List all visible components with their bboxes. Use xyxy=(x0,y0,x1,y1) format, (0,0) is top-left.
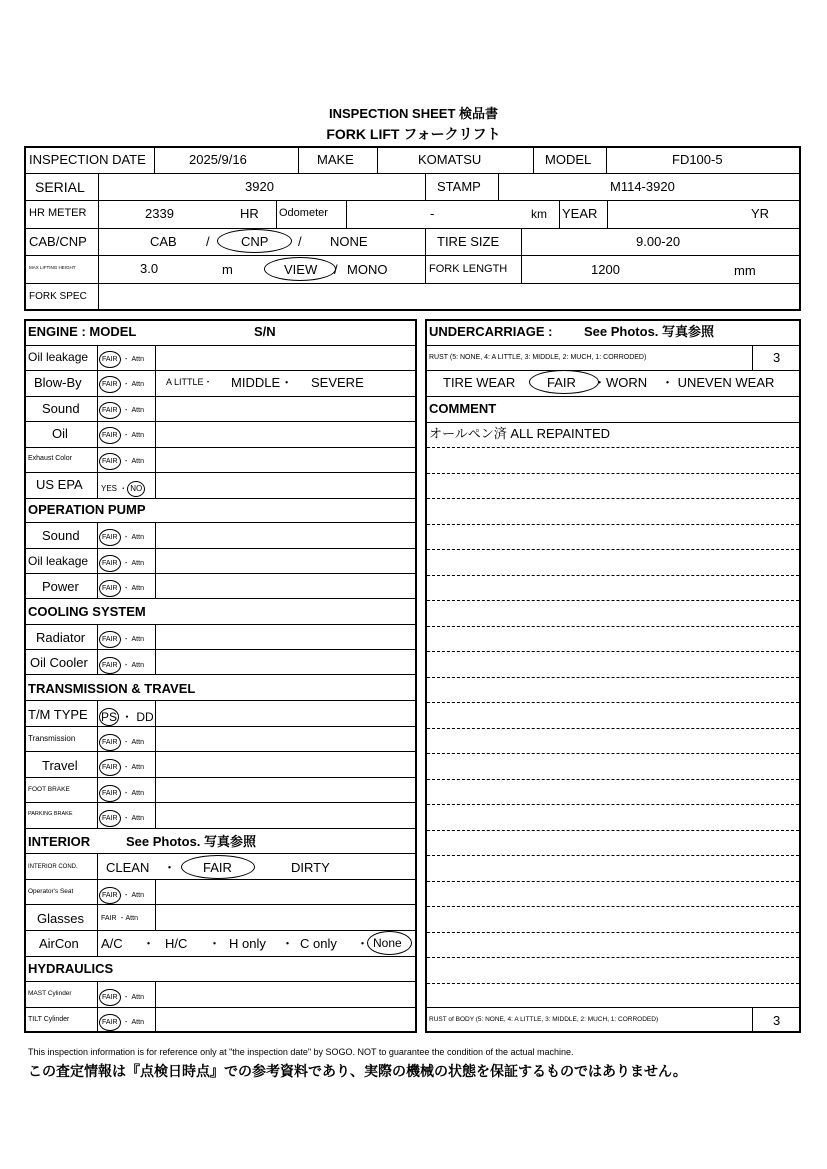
aircon-hc: H/C xyxy=(165,936,188,951)
pump-oil-leakage-label: Oil leakage xyxy=(28,554,89,568)
interior-dirty: DIRTY xyxy=(291,860,330,875)
oil-cooler-label: Oil Cooler xyxy=(30,655,88,670)
fair-attn-option: FAIR ・ Attn xyxy=(99,1014,144,1031)
tilt-cylinder-label: TILT Cylinder xyxy=(28,1016,70,1023)
dot: ・ xyxy=(208,936,222,951)
sound-label: Sound xyxy=(42,401,80,416)
tm-type-label: T/M TYPE xyxy=(28,707,88,722)
us-epa-label: US EPA xyxy=(36,477,83,492)
fair-attn-option: FAIR ・ Attn xyxy=(99,657,144,674)
interior-see-photos: See Photos. 写真参照 xyxy=(126,834,257,849)
fair-attn-option: FAIR ・ Attn xyxy=(99,376,144,393)
year-unit: YR xyxy=(751,206,770,221)
fair-attn-option: FAIR ・ Attn xyxy=(99,427,144,444)
mast-cylinder-label: MAST Cylinder xyxy=(28,990,72,997)
none-option: NONE xyxy=(330,234,368,249)
blow-by-a-little: A LITTLE・ xyxy=(166,377,213,387)
aircon-ac: A/C xyxy=(101,936,123,951)
cooling-system-heading: COOLING SYSTEM xyxy=(28,604,146,619)
oil-label: Oil xyxy=(52,426,68,441)
sheet-subtitle: FORK LIFT フォークリフト xyxy=(326,126,501,142)
m-unit: m xyxy=(222,262,233,277)
foot-brake-label: FOOT BRAKE xyxy=(28,786,70,793)
sn-label: S/N xyxy=(254,324,276,339)
fair-attn-option: FAIR ・ Attn xyxy=(99,580,144,597)
view-option: VIEW xyxy=(284,262,318,277)
tire-wear-fair: FAIR xyxy=(547,375,576,390)
tire-wear-worn: ・WORN xyxy=(593,375,648,390)
fork-length-label: FORK LENGTH xyxy=(429,263,508,275)
interior-heading: INTERIOR xyxy=(28,834,91,849)
exhaust-color-label: Exhaust Color xyxy=(28,455,72,462)
pump-sound-label: Sound xyxy=(42,528,80,543)
dot: ・ xyxy=(163,860,177,875)
glasses-fair-attn: FAIR ・Attn xyxy=(101,915,138,922)
serial-label: SERIAL xyxy=(35,179,85,195)
fair-attn-option: FAIR ・ Attn xyxy=(99,351,144,368)
slash: / xyxy=(298,234,302,249)
fair-attn-option: FAIR ・ Attn xyxy=(99,402,144,419)
fair-attn-option: FAIR ・ Attn xyxy=(99,785,144,802)
slash: / xyxy=(206,234,210,249)
aircon-label: AirCon xyxy=(39,936,79,951)
interior-fair: FAIR xyxy=(203,860,232,875)
fair-attn-option: FAIR ・ Attn xyxy=(99,887,144,904)
disclaimer-ja: この査定情報は『点検日時点』での参考資料であり、実際の機械の状態を保証するものではありません。 xyxy=(28,1063,687,1079)
power-label: Power xyxy=(42,579,79,594)
rust-of-body-label: RUST of BODY (5: NONE, 4: A LITTLE, 3: MIDDLE, 2: MUCH, 1: CORRODED) xyxy=(429,1016,659,1023)
operator-seat-label: Operator's Seat xyxy=(28,888,74,895)
year-label: YEAR xyxy=(562,206,598,221)
odometer-value: - xyxy=(430,206,435,221)
sheet-title: INSPECTION SHEET 検品書 xyxy=(328,106,499,121)
slash: / xyxy=(334,262,338,277)
max-lift-value: 3.0 xyxy=(140,261,159,276)
fair-attn-option: FAIR ・ Attn xyxy=(99,631,144,648)
fair-attn-option: FAIR ・ Attn xyxy=(99,759,144,776)
serial-value: 3920 xyxy=(245,179,274,194)
inspection-date-value: 2025/9/16 xyxy=(189,152,247,167)
blow-by-middle: MIDDLE・ xyxy=(231,375,294,390)
tire-wear-label: TIRE WEAR xyxy=(443,375,516,390)
travel-label: Travel xyxy=(42,758,78,773)
inspection-date-label: INSPECTION DATE xyxy=(29,152,146,167)
rust-of-body-value: 3 xyxy=(773,1013,781,1028)
stamp-label: STAMP xyxy=(437,179,481,194)
fair-attn-option: FAIR ・ Attn xyxy=(99,529,144,546)
hr-meter-value: 2339 xyxy=(145,206,174,221)
hr-meter-label: HR METER xyxy=(29,207,87,219)
tire-size-value: 9.00-20 xyxy=(636,234,681,249)
tm-type-options: PS ・ DD xyxy=(101,710,154,724)
stamp-value: M114-3920 xyxy=(610,179,675,194)
make-value: KOMATSU xyxy=(418,152,482,167)
tire-size-label: TIRE SIZE xyxy=(437,234,500,249)
oil-leakage-label: Oil leakage xyxy=(28,350,89,364)
fork-spec-label: FORK SPEC xyxy=(29,291,87,302)
km-unit: km xyxy=(531,207,547,221)
us-epa-yes: YES ・ NO xyxy=(101,481,147,497)
model-value: FD100-5 xyxy=(672,152,723,167)
aircon-h-only: H only xyxy=(229,936,266,951)
dot: ・ xyxy=(142,936,156,951)
tire-wear-uneven: ・ UNEVEN WEAR xyxy=(661,375,775,390)
cnp-option: CNP xyxy=(241,234,269,249)
odometer-label: Odometer xyxy=(279,207,328,219)
blow-by-label: Blow-By xyxy=(34,375,82,390)
engine-model-label: ENGINE : MODEL xyxy=(28,324,137,339)
interior-cond-label: INTERIOR COND. xyxy=(28,864,78,870)
transmission-label: Transmission xyxy=(28,734,76,743)
mono-option: MONO xyxy=(347,262,388,277)
make-label: MAKE xyxy=(317,152,354,167)
radiator-label: Radiator xyxy=(36,630,86,645)
model-label: MODEL xyxy=(545,152,592,167)
fair-attn-option: FAIR ・ Attn xyxy=(99,453,144,470)
cab-option: CAB xyxy=(150,234,177,249)
undercarriage-heading: UNDERCARRIAGE : xyxy=(429,324,553,339)
comment-text: オールペン済 ALL REPAINTED xyxy=(429,426,611,441)
hydraulics-heading: HYDRAULICS xyxy=(28,961,114,976)
rust-label: RUST (5: NONE, 4: A LITTLE, 3: MIDDLE, 2: MUCH, 1: CORRODED) xyxy=(429,354,647,361)
dot: ・ xyxy=(281,936,295,951)
max-lift-label: MAX LIFTING HEIGHT xyxy=(29,265,76,270)
fair-attn-option: FAIR ・ Attn xyxy=(99,989,144,1006)
fair-attn-option: FAIR ・ Attn xyxy=(99,810,144,827)
hr-unit: HR xyxy=(240,206,259,221)
dot: ・ xyxy=(356,936,370,951)
transmission-travel-heading: TRANSMISSION & TRAVEL xyxy=(28,681,196,696)
fair-attn-option: FAIR ・ Attn xyxy=(99,734,144,751)
aircon-none: None xyxy=(373,936,402,950)
cab-cnp-label: CAB/CNP xyxy=(29,234,87,249)
parking-brake-label: PARKING BRAKE xyxy=(28,811,73,817)
fork-length-value: 1200 xyxy=(591,262,620,277)
glasses-label: Glasses xyxy=(37,911,84,926)
fair-attn-option: FAIR ・ Attn xyxy=(99,555,144,572)
rust-value: 3 xyxy=(773,350,781,365)
mm-unit: mm xyxy=(734,263,756,278)
operation-pump-heading: OPERATION PUMP xyxy=(28,502,146,517)
undercarriage-see-photos: See Photos. 写真参照 xyxy=(584,324,715,339)
interior-clean: CLEAN xyxy=(106,860,150,875)
disclaimer-en: This inspection information is for reference only at "the inspection date" by SOGO. NOT to guarantee the condition of the actual machine. xyxy=(28,1047,574,1057)
comment-label: COMMENT xyxy=(429,401,497,416)
blow-by-severe: SEVERE xyxy=(311,375,364,390)
aircon-c-only: C only xyxy=(300,936,337,951)
